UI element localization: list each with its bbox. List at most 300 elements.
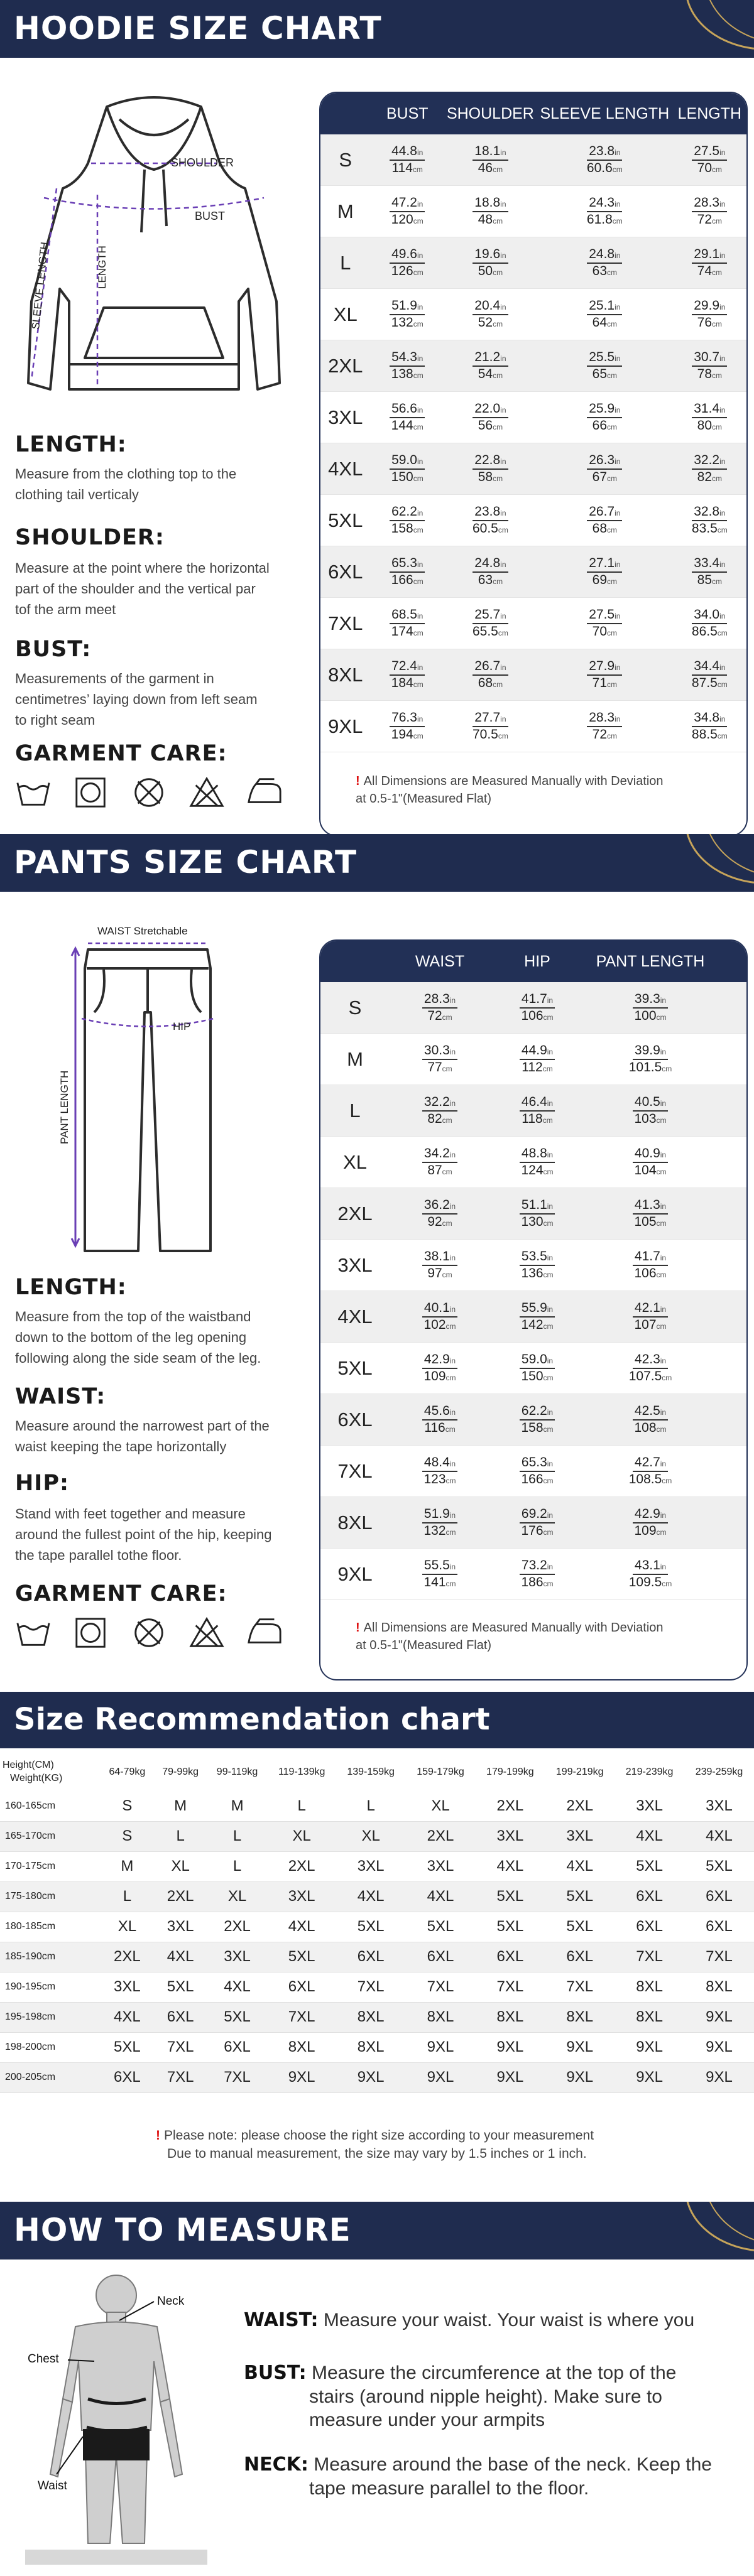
recommended-size: 8XL — [684, 1972, 754, 2002]
measurement-cell: 76.3in 194cm — [371, 710, 444, 742]
size-label: 2XL — [337, 1202, 373, 1225]
height-range: 190-195cm — [0, 1972, 101, 2002]
pants-illustration — [50, 918, 239, 1257]
measurement-cell: 25.5in 65cm — [537, 350, 673, 381]
size-row — [320, 1137, 746, 1188]
size-label: 6XL — [328, 560, 363, 583]
size-row — [320, 1291, 746, 1343]
recommended-size: 9XL — [545, 2032, 615, 2062]
measurement-cell: 26.3in 67cm — [537, 453, 673, 484]
recommended-size: 7XL — [336, 1972, 406, 2002]
hoodie-illustration — [13, 94, 295, 402]
measurement-cell: 21.2in 54cm — [444, 350, 537, 381]
height-range: 195-198cm — [0, 2002, 101, 2032]
col-hip: HIP — [524, 952, 550, 970]
recommended-size: 7XL — [154, 2062, 207, 2092]
size-row — [320, 598, 746, 649]
recommended-size: 2XL — [154, 1881, 207, 1912]
measurement-cell: 65.3in 166cm — [490, 1455, 584, 1486]
size-label: 3XL — [337, 1253, 373, 1276]
height-range: 165-170cm — [0, 1821, 101, 1851]
measurement-cell: 31.4in 80cm — [673, 401, 746, 433]
measurement-cell: 46.4in 118cm — [490, 1095, 584, 1126]
size-label: M — [347, 1047, 363, 1070]
measurement-cell: 68.5in 174cm — [371, 607, 444, 639]
recommended-size: 6XL — [207, 2032, 268, 2062]
measurement-cell: 41.7in 106cm — [584, 1249, 716, 1280]
recommended-size: 5XL — [268, 1942, 336, 1972]
measurement-cell: 33.4in 85cm — [673, 556, 746, 587]
size-row — [320, 237, 746, 289]
recommended-size: 9XL — [406, 2062, 476, 2092]
measurement-cell: 22.8in 58cm — [444, 453, 537, 484]
weight-header: 159-179kg — [417, 1767, 464, 1777]
pants-care-icons — [15, 1616, 283, 1649]
recommended-size: 7XL — [406, 1972, 476, 2002]
measurement-cell: 48.4in 123cm — [390, 1455, 490, 1486]
measurement-cell: 32.2in 82cm — [390, 1095, 490, 1126]
figure-waist-label: Waist — [38, 2479, 67, 2492]
size-row — [320, 1188, 746, 1240]
recommended-size: 5XL — [154, 1972, 207, 2002]
size-label: S — [348, 996, 362, 1019]
weight-header: 64-79kg — [109, 1767, 146, 1777]
measurement-cell: 48.8in 124cm — [490, 1146, 584, 1177]
recommended-size: 6XL — [268, 1972, 336, 2002]
measurement-cell: 73.2in 186cm — [490, 1558, 584, 1589]
iron-icon — [246, 776, 283, 809]
recommended-size: M — [207, 1791, 268, 1821]
recommended-size: 3XL — [615, 1791, 684, 1821]
recommended-size: 8XL — [268, 2032, 336, 2062]
measurement-cell: 28.3in 72cm — [390, 992, 490, 1023]
recommended-size: 8XL — [406, 2002, 476, 2032]
size-row — [320, 1085, 746, 1137]
pants-length-label: PANT LENGTH — [58, 1070, 70, 1144]
recommended-size: 4XL — [268, 1912, 336, 1942]
hoodie-banner-title: HOODIE SIZE CHART — [14, 10, 382, 46]
recommended-size: XL — [154, 1851, 207, 1881]
measurement-cell: 34.4in 87.5cm — [691, 659, 728, 690]
measurement-cell: 41.3in 105cm — [584, 1198, 716, 1229]
col-shoulder: SHOULDER — [446, 104, 534, 122]
recommended-size: 3XL — [336, 1851, 406, 1881]
hoodie-length-desc: Measure from the clothing top to the clothing tail verticaly — [15, 466, 237, 502]
hoodie-bust-title: BUST: — [15, 637, 92, 662]
weight-header: 119-139kg — [278, 1767, 325, 1777]
measurement-cell: 25.7in 65.5cm — [472, 607, 508, 639]
measurement-cell: 26.7in 68cm — [444, 659, 537, 690]
tumble-dry-icon — [73, 1616, 109, 1649]
measurement-cell: 42.3in 107.5cm — [628, 1352, 672, 1383]
measurement-cell: 44.9in 112cm — [490, 1043, 584, 1074]
recommended-size: 5XL — [545, 1881, 615, 1912]
how-waist: WAIST: Measure your waist. Your waist is where you — [244, 2309, 695, 2331]
measurement-cell: 30.3in 77cm — [390, 1043, 490, 1074]
recommended-size: 6XL — [684, 1912, 754, 1942]
recommended-size: L — [268, 1791, 336, 1821]
size-label: 4XL — [337, 1305, 373, 1328]
recommendation-row — [0, 2002, 754, 2032]
recommendation-row — [0, 1912, 754, 1942]
recommended-size: 3XL — [684, 1791, 754, 1821]
recommended-size: 3XL — [207, 1942, 268, 1972]
measurement-cell: 39.3in 100cm — [584, 992, 716, 1023]
measurement-cell: 59.0in 150cm — [490, 1352, 584, 1383]
no-bleach-icon — [188, 776, 225, 809]
pants-waist-label: WAIST Stretchable — [97, 925, 188, 937]
size-row — [320, 1240, 746, 1291]
recommended-size: 4XL — [475, 1851, 545, 1881]
no-dry-clean-icon — [131, 1616, 167, 1649]
measurement-cell: 20.4in 52cm — [444, 298, 537, 330]
tumble-dry-icon — [73, 776, 109, 809]
recommended-size: L — [207, 1821, 268, 1851]
recommendation-body — [0, 1791, 754, 2092]
recommended-size: 9XL — [475, 2032, 545, 2062]
size-recommendation-table — [0, 1753, 754, 2093]
measurement-cell: 32.8in 83.5cm — [691, 504, 728, 536]
size-label: L — [349, 1099, 361, 1122]
recommended-size: L — [101, 1881, 154, 1912]
size-row — [320, 289, 746, 340]
recommended-size: 3XL — [154, 1912, 207, 1942]
measurement-cell: 18.1in 46cm — [444, 144, 537, 175]
pants-waist-desc: Measure around the narrowest part of the waist keeping the tape horizontally — [15, 1418, 270, 1454]
pants-table-header — [320, 941, 746, 982]
recommended-size: 3XL — [101, 1972, 154, 2002]
measurement-cell: 28.3in 72cm — [537, 710, 673, 742]
wash-icon — [15, 1616, 52, 1649]
measurement-cell: 29.1in 74cm — [673, 247, 746, 278]
height-range: 200-205cm — [0, 2062, 101, 2092]
corner-header: Height(CM) Weight(KG) — [3, 1760, 63, 1783]
size-row — [320, 649, 746, 701]
size-label: 4XL — [328, 457, 363, 480]
how-neck: NECK: Measure around the base of the neck. Keep the tape measure parallel to the floor. — [244, 2454, 712, 2499]
measurement-cell: 32.2in 82cm — [673, 453, 746, 484]
measurement-cell: 42.9in 109cm — [390, 1352, 490, 1383]
hoodie-shoulder-desc: Measure at the point where the horizontal part of the shoulder and the vertical par tof the arm meet — [15, 560, 270, 617]
recommendation-header-row — [0, 1753, 754, 1791]
recommended-size: 4XL — [101, 2002, 154, 2032]
size-label: L — [340, 251, 351, 274]
measurement-cell: 39.9in 101.5cm — [628, 1043, 672, 1074]
recommended-size: 5XL — [336, 1912, 406, 1942]
recommended-size: 8XL — [615, 1972, 684, 2002]
measurement-cell: 55.9in 142cm — [490, 1301, 584, 1332]
size-label: 9XL — [337, 1562, 373, 1585]
recommended-size: 6XL — [154, 2002, 207, 2032]
recommended-size: 6XL — [406, 1942, 476, 1972]
height-range: 185-190cm — [0, 1942, 101, 1972]
recommendation-row — [0, 1942, 754, 1972]
hoodie-sleeve-label: SLEEVE LENGTH — [30, 241, 51, 330]
measurement-cell: 42.7in 108.5cm — [628, 1455, 672, 1486]
measurement-cell: 34.0in 86.5cm — [691, 607, 728, 639]
recommended-size: 6XL — [545, 1942, 615, 1972]
measurement-cell: 51.1in 130cm — [490, 1198, 584, 1229]
recommended-size: 3XL — [475, 1821, 545, 1851]
size-label: 7XL — [337, 1459, 373, 1482]
recommended-size: 8XL — [336, 2032, 406, 2062]
measurement-cell: 51.9in 132cm — [390, 1507, 490, 1538]
size-label: M — [337, 200, 354, 222]
recommended-size: M — [154, 1791, 207, 1821]
how-bust: BUST: Measure the circumference at the top of the stairs (around nipple height). Make sure to measure under your armpits — [244, 2362, 677, 2430]
recommended-size: 9XL — [268, 2062, 336, 2092]
figure-chest-label: Chest — [28, 2352, 59, 2366]
recommended-size: 9XL — [615, 2032, 684, 2062]
recommended-size: L — [207, 1851, 268, 1881]
measurement-cell: 49.6in 126cm — [371, 247, 444, 278]
size-row — [320, 186, 746, 237]
measurement-cell: 65.3in 166cm — [371, 556, 444, 587]
alert-icon: ! — [156, 2128, 160, 2143]
recommended-size: XL — [101, 1912, 154, 1942]
recommended-size: 8XL — [545, 2002, 615, 2032]
measurement-cell: 42.9in 109cm — [584, 1507, 716, 1538]
recommended-size: XL — [406, 1791, 476, 1821]
recommended-size: 2XL — [406, 1821, 476, 1851]
measurement-cell: 27.9in 71cm — [537, 659, 673, 690]
recommended-size: 4XL — [154, 1942, 207, 1972]
recommended-size: 7XL — [615, 1942, 684, 1972]
size-label: 5XL — [328, 509, 363, 531]
recommended-size: 5XL — [406, 1912, 476, 1942]
pants-hip-title: HIP: — [15, 1471, 69, 1496]
measurement-cell: 27.1in 69cm — [537, 556, 673, 587]
recommended-size: 6XL — [336, 1942, 406, 1972]
recommended-size: 3XL — [406, 1851, 476, 1881]
size-row — [320, 1497, 746, 1549]
measurement-cell: 25.9in 66cm — [537, 401, 673, 433]
measurement-cell: 44.8in 114cm — [371, 144, 444, 175]
recommendation-row — [0, 2032, 754, 2062]
recommendation-row — [0, 1791, 754, 1821]
recommended-size: 9XL — [684, 2062, 754, 2092]
recommended-size: 2XL — [207, 1912, 268, 1942]
recommended-size: 5XL — [101, 2032, 154, 2062]
pants-waist-title: WAIST: — [15, 1384, 106, 1409]
hoodie-bust-desc: Measurements of the garment in centimetres’ laying down from left seam to right seam — [15, 671, 258, 728]
recommendation-row — [0, 1881, 754, 1912]
measurement-cell: 53.5in 136cm — [490, 1249, 584, 1280]
wash-icon — [15, 776, 52, 809]
size-label: S — [339, 148, 352, 171]
recommendation-note: ! Please note: please choose the right size according to your measurement Due to manual measurement, the size may vary by 1.5 inches or 1 inch. — [156, 2128, 594, 2162]
measurement-cell: 27.7in 70.5cm — [472, 710, 508, 742]
measurement-cell: 56.6in 144cm — [371, 401, 444, 433]
hoodie-table-header — [320, 93, 746, 134]
hoodie-table-body — [320, 134, 746, 752]
recommended-size: XL — [268, 1821, 336, 1851]
size-row — [320, 443, 746, 495]
hoodie-length-title: LENGTH: — [15, 432, 127, 457]
measurement-cell: 45.6in 116cm — [390, 1404, 490, 1435]
pants-table-note: ! All Dimensions are Measured Manually with Deviation at 0.5-1"(Measured Flat) — [356, 1621, 664, 1652]
pants-hip-desc: Stand with feet together and measure around the fullest point of the hip, keeping the tape parallel tothe floor. — [15, 1506, 272, 1563]
weight-header: 99-119kg — [216, 1767, 258, 1777]
size-label: 7XL — [328, 612, 363, 634]
recommended-size: 7XL — [154, 2032, 207, 2062]
size-label: 3XL — [328, 406, 363, 428]
col-pant-length: PANT LENGTH — [596, 952, 705, 970]
size-row — [320, 340, 746, 392]
hoodie-table-note: ! All Dimensions are Measured Manually with Deviation at 0.5-1"(Measured Flat) — [356, 774, 664, 806]
height-range: 175-180cm — [0, 1881, 101, 1912]
recommended-size: 6XL — [615, 1881, 684, 1912]
recommended-size: 5XL — [475, 1912, 545, 1942]
measurement-cell: 59.0in 150cm — [371, 453, 444, 484]
recommended-size: 3XL — [545, 1821, 615, 1851]
col-waist: WAIST — [415, 952, 465, 970]
measurement-cell: 22.0in 56cm — [444, 401, 537, 433]
measurement-cell: 47.2in 120cm — [371, 195, 444, 227]
recommended-size: XL — [207, 1881, 268, 1912]
recommended-size: 6XL — [475, 1942, 545, 1972]
size-row — [320, 546, 746, 598]
recommended-size: 4XL — [684, 1821, 754, 1851]
body-figure — [13, 2267, 220, 2568]
hoodie-length-label: LENGTH — [96, 246, 108, 289]
recommended-size: 5XL — [615, 1851, 684, 1881]
recommended-size: 2XL — [545, 1791, 615, 1821]
size-row — [320, 1343, 746, 1394]
measurement-cell: 72.4in 184cm — [371, 659, 444, 690]
measurement-cell: 23.8in 60.6cm — [586, 144, 623, 175]
measurement-cell: 26.7in 68cm — [537, 504, 673, 536]
size-row — [320, 495, 746, 546]
pants-size-table — [319, 939, 748, 1680]
hoodie-shoulder-title: SHOULDER: — [15, 525, 165, 550]
recommended-size: 4XL — [406, 1881, 476, 1912]
how-banner-title: HOW TO MEASURE — [14, 2212, 351, 2248]
weight-header: 239-259kg — [695, 1767, 743, 1777]
pants-hip-label: HIP — [173, 1020, 191, 1032]
how-banner — [0, 2202, 754, 2259]
measurement-cell: 24.8in 63cm — [537, 247, 673, 278]
recommendation-row — [0, 1851, 754, 1881]
measurement-cell: 30.7in 78cm — [673, 350, 746, 381]
size-label: 5XL — [337, 1356, 373, 1379]
recommended-size: 4XL — [207, 1972, 268, 2002]
hoodie-shoulder-label: SHOULDER — [171, 156, 234, 169]
recommended-size: 4XL — [545, 1851, 615, 1881]
weight-header: 179-199kg — [486, 1767, 534, 1777]
recommended-size: 4XL — [615, 1821, 684, 1851]
size-row — [320, 1549, 746, 1600]
pants-banner-title: PANTS SIZE CHART — [14, 844, 358, 880]
measurement-cell: 24.8in 63cm — [444, 556, 537, 587]
recommended-size: 7XL — [207, 2062, 268, 2092]
weight-header: 79-99kg — [162, 1767, 199, 1777]
figure-neck-label: Neck — [157, 2295, 185, 2308]
measurement-cell: 62.2in 158cm — [490, 1404, 584, 1435]
recommended-size: 2XL — [475, 1791, 545, 1821]
alert-icon: ! — [356, 1621, 360, 1635]
measurement-cell: 27.5in 70cm — [537, 607, 673, 639]
pants-banner — [0, 834, 754, 892]
recommended-size: 9XL — [336, 2062, 406, 2092]
recommended-size: 5XL — [684, 1851, 754, 1881]
measurement-cell: 40.5in 103cm — [584, 1095, 716, 1126]
measurement-cell: 41.7in 106cm — [490, 992, 584, 1023]
recommended-size: 8XL — [615, 2002, 684, 2032]
recommended-size: 5XL — [207, 2002, 268, 2032]
measurement-cell: 55.5in 141cm — [390, 1558, 490, 1589]
size-row — [320, 392, 746, 443]
size-row — [320, 701, 746, 752]
recommended-size: L — [336, 1791, 406, 1821]
measurement-cell: 69.2in 176cm — [490, 1507, 584, 1538]
recommendation-row — [0, 1821, 754, 1851]
measurement-cell: 38.1in 97cm — [390, 1249, 490, 1280]
height-range: 180-185cm — [0, 1912, 101, 1942]
recommended-size: 6XL — [615, 1912, 684, 1942]
height-range: 198-200cm — [0, 2032, 101, 2062]
measurement-cell: 23.8in 60.5cm — [472, 504, 508, 536]
size-label: XL — [343, 1150, 367, 1173]
measurement-cell: 40.9in 104cm — [584, 1146, 716, 1177]
recommended-size: 3XL — [268, 1881, 336, 1912]
height-range: 160-165cm — [0, 1791, 101, 1821]
recommended-size: M — [101, 1851, 154, 1881]
measurement-cell: 42.1in 107cm — [584, 1301, 716, 1332]
measurement-cell: 19.6in 50cm — [444, 247, 537, 278]
size-label: 2XL — [328, 354, 363, 377]
recommended-size: 7XL — [684, 1942, 754, 1972]
size-label: 8XL — [337, 1511, 373, 1534]
measurement-cell: 18.8in 48cm — [444, 195, 537, 227]
recommended-size: XL — [336, 1821, 406, 1851]
recommended-size: 6XL — [684, 1881, 754, 1912]
measurement-cell: 36.2in 92cm — [390, 1198, 490, 1229]
size-row — [320, 1446, 746, 1497]
measurement-cell: 27.5in 70cm — [673, 144, 746, 175]
recommended-size: L — [154, 1821, 207, 1851]
weight-header: 199-219kg — [555, 1767, 604, 1777]
recommended-size: 6XL — [101, 2062, 154, 2092]
measurement-cell: 54.3in 138cm — [371, 350, 444, 381]
measurement-cell: 34.2in 87cm — [390, 1146, 490, 1177]
size-row — [320, 1034, 746, 1085]
no-bleach-icon — [188, 1616, 225, 1649]
height-range: 170-175cm — [0, 1851, 101, 1881]
recommended-size: 9XL — [406, 2032, 476, 2062]
size-row — [320, 1394, 746, 1446]
recommendation-row — [0, 2062, 754, 2092]
pants-length-desc: Measure from the top of the waistband down to the bottom of the leg opening following along the side seam of the leg. — [15, 1309, 261, 1366]
recommended-size: 9XL — [475, 2062, 545, 2092]
recommended-size: 9XL — [615, 2062, 684, 2092]
measurement-cell: 62.2in 158cm — [371, 504, 444, 536]
measurement-cell: 28.3in 72cm — [673, 195, 746, 227]
measurement-cell: 40.1in 102cm — [390, 1301, 490, 1332]
recommended-size: 7XL — [545, 1972, 615, 2002]
recommended-size: 5XL — [475, 1881, 545, 1912]
recommended-size: 9XL — [684, 2002, 754, 2032]
recommendation-row — [0, 1972, 754, 2002]
size-row — [320, 982, 746, 1034]
recommended-size: 4XL — [336, 1881, 406, 1912]
recommended-size: 2XL — [101, 1942, 154, 1972]
recommendation-banner-title: Size Recommendation chart — [14, 1702, 490, 1737]
iron-icon — [246, 1616, 283, 1649]
hoodie-size-table — [319, 92, 748, 836]
hoodie-care-icons — [15, 776, 283, 809]
measurement-cell: 24.3in 61.8cm — [586, 195, 623, 227]
